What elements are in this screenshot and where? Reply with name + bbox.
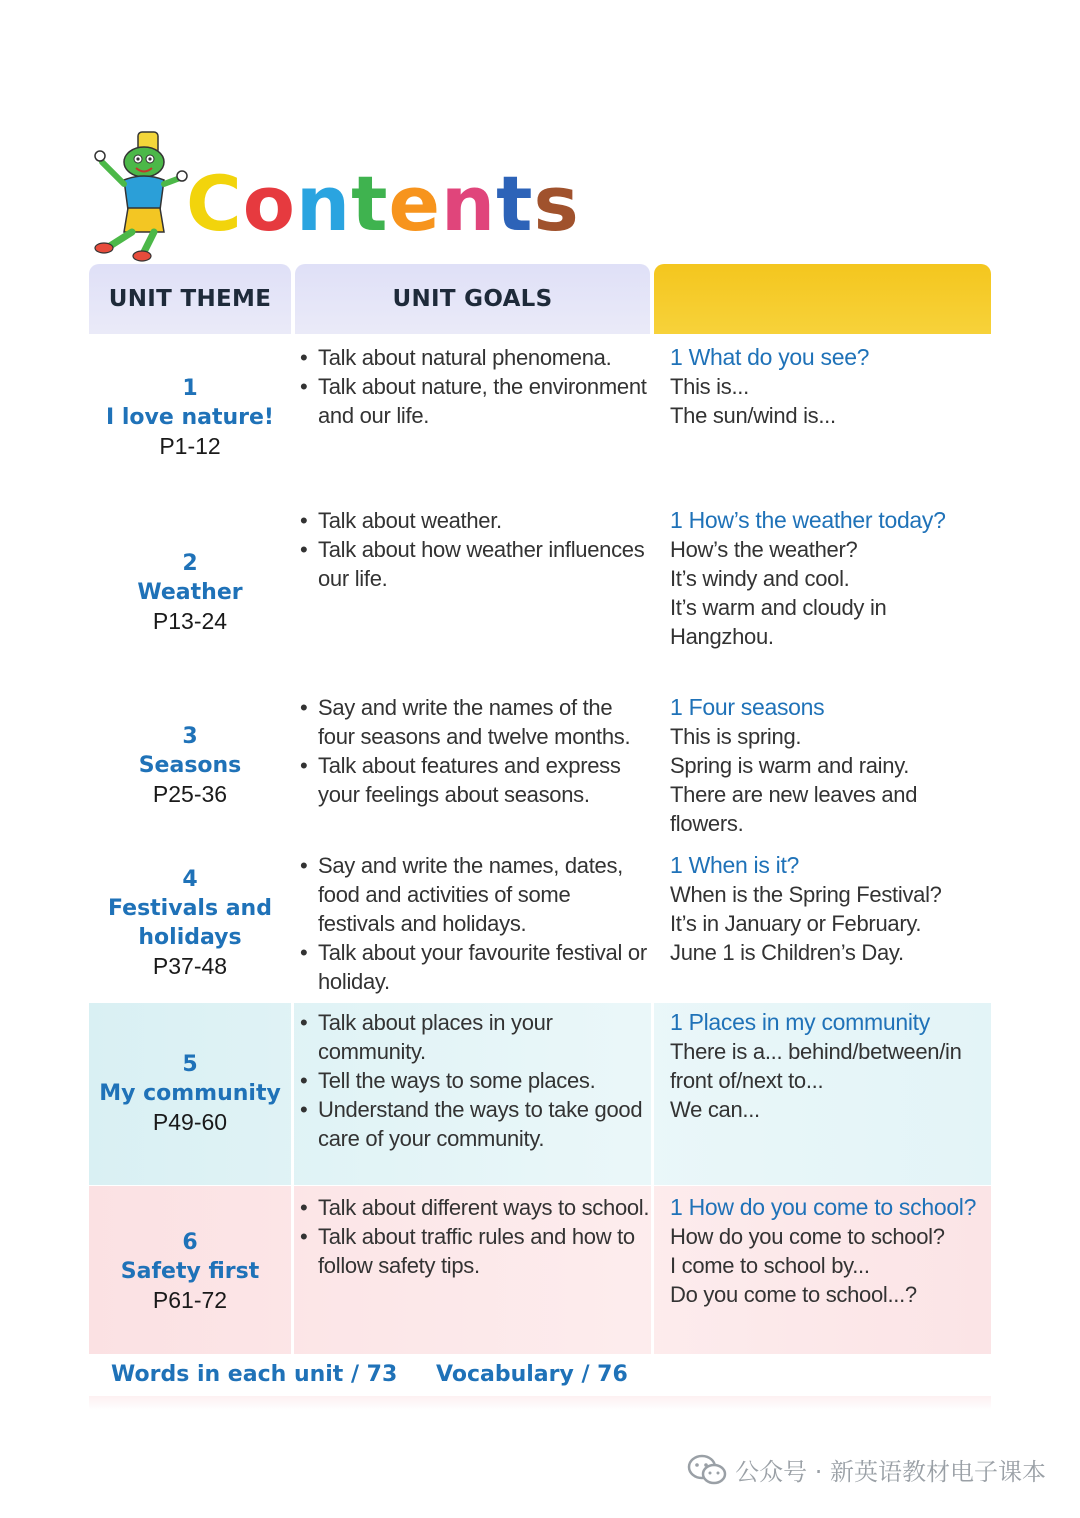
unit-theme-1[interactable] bbox=[89, 374, 291, 461]
unit-number: 3 bbox=[182, 724, 198, 749]
lesson-line: front of/next to... bbox=[670, 1068, 824, 1093]
header-unit-goals: UNIT GOALS bbox=[295, 264, 650, 334]
unit-goals-list bbox=[300, 1193, 650, 1280]
unit-pages: P1-12 bbox=[159, 433, 221, 459]
title-letter: s bbox=[533, 159, 580, 248]
goal-item: • Talk about traffic rules and how to follow safety tips. bbox=[300, 1222, 650, 1280]
goal-item: • Talk about features and express your feelings about seasons. bbox=[300, 751, 650, 809]
unit-pages: P13-24 bbox=[152, 608, 228, 634]
unit-theme-2[interactable] bbox=[89, 549, 291, 636]
footer-vocabulary-link[interactable]: Vocabulary / 76 bbox=[436, 1362, 628, 1387]
title-letter: o bbox=[242, 159, 296, 248]
unit-goals-list bbox=[300, 506, 650, 593]
lesson-line: When is the Spring Festival? bbox=[670, 882, 942, 907]
title-letter: n bbox=[296, 159, 352, 248]
lesson-line: It’s windy and cool. bbox=[670, 566, 850, 591]
unit-number: 1 bbox=[182, 376, 198, 401]
unit-pages: P25-36 bbox=[152, 781, 228, 807]
unit-goals-list bbox=[300, 343, 650, 430]
unit-pages: P61-72 bbox=[152, 1287, 228, 1313]
goal-item: • Talk about your favourite festival or holiday. bbox=[300, 938, 650, 996]
goal-item: • Talk about different ways to school. bbox=[300, 1193, 650, 1222]
goal-item: • Tell the ways to some places. bbox=[300, 1066, 650, 1095]
unit-number: 2 bbox=[182, 551, 198, 576]
title-letter: n bbox=[441, 159, 497, 248]
column-divider bbox=[651, 1003, 654, 1354]
mascot-icon bbox=[88, 128, 188, 263]
lesson-title[interactable]: 1 How’s the weather today? bbox=[670, 507, 946, 533]
unit-theme-6[interactable] bbox=[89, 1228, 291, 1315]
unit-lesson bbox=[670, 1008, 985, 1124]
goal-item: • Talk about weather. bbox=[300, 506, 650, 535]
lesson-line: There are new leaves and bbox=[670, 782, 918, 807]
lesson-line: Do you come to school...? bbox=[670, 1282, 917, 1307]
watermark bbox=[687, 1452, 1046, 1487]
page-title bbox=[186, 159, 580, 248]
unit-number: 5 bbox=[182, 1052, 198, 1077]
footer-fade bbox=[89, 1396, 991, 1410]
unit-theme-4[interactable] bbox=[89, 865, 291, 981]
unit-name: holidays bbox=[138, 925, 242, 950]
lesson-line: We can... bbox=[670, 1097, 760, 1122]
goal-item: • Talk about natural phenomena. bbox=[300, 343, 650, 372]
lesson-line: It’s in January or February. bbox=[670, 911, 922, 936]
goal-item: • Say and write the names, dates, food and activities of some festivals and holidays. bbox=[300, 851, 650, 938]
title-letter: t bbox=[496, 159, 534, 248]
footer-words-link[interactable]: Words in each unit / 73 bbox=[111, 1362, 398, 1387]
lesson-title[interactable]: 1 What do you see? bbox=[670, 344, 870, 370]
title-letter: e bbox=[388, 159, 441, 248]
unit-pages: P37-48 bbox=[152, 953, 228, 979]
lesson-line: How do you come to school? bbox=[670, 1224, 945, 1249]
unit-lesson bbox=[670, 343, 985, 430]
lesson-line: There is a... behind/between/in bbox=[670, 1039, 962, 1064]
lesson-line: The sun/wind is... bbox=[670, 403, 836, 428]
unit-goals-list bbox=[300, 693, 650, 809]
goal-item: • Talk about places in your community. bbox=[300, 1008, 650, 1066]
unit-number: 4 bbox=[182, 867, 198, 892]
header-lessons bbox=[654, 264, 991, 334]
wechat-icon bbox=[687, 1454, 727, 1486]
unit-name: Safety first bbox=[120, 1259, 260, 1284]
goal-item: • Talk about how weather influences our life. bbox=[300, 535, 650, 593]
unit-name: Seasons bbox=[138, 753, 242, 778]
unit-number: 6 bbox=[182, 1230, 198, 1255]
lesson-line: flowers. bbox=[670, 811, 744, 836]
header-unit-theme: UNIT THEME bbox=[89, 264, 291, 334]
goal-item: • Talk about nature, the environment and our life. bbox=[300, 372, 650, 430]
unit-lesson bbox=[670, 506, 985, 651]
lesson-line: June 1 is Children’s Day. bbox=[670, 940, 904, 965]
lesson-line: Hangzhou. bbox=[670, 624, 774, 649]
unit-name: Weather bbox=[137, 580, 243, 605]
lesson-title[interactable]: 1 Places in my community bbox=[670, 1009, 930, 1035]
goal-item: • Say and write the names of the four seasons and twelve months. bbox=[300, 693, 650, 751]
unit-name: Festivals and bbox=[108, 896, 272, 921]
unit-theme-5[interactable] bbox=[89, 1050, 291, 1137]
lesson-line: This is... bbox=[670, 374, 749, 399]
unit-name: I love nature! bbox=[106, 405, 274, 430]
lesson-title[interactable]: 1 Four seasons bbox=[670, 694, 825, 720]
unit-lesson bbox=[670, 1193, 985, 1309]
title-letter: C bbox=[186, 159, 243, 248]
title-letter: t bbox=[351, 159, 389, 248]
unit-goals-list bbox=[300, 1008, 650, 1153]
lesson-line: How’s the weather? bbox=[670, 537, 858, 562]
unit-theme-3[interactable] bbox=[89, 722, 291, 809]
unit-goals-list bbox=[300, 851, 650, 996]
unit-name: My community bbox=[99, 1081, 281, 1106]
column-divider bbox=[291, 1003, 294, 1354]
lesson-line: Spring is warm and rainy. bbox=[670, 753, 910, 778]
lesson-line: I come to school by... bbox=[670, 1253, 870, 1278]
lesson-title[interactable]: 1 How do you come to school? bbox=[670, 1194, 977, 1220]
lesson-line: It’s warm and cloudy in bbox=[670, 595, 887, 620]
watermark-text: 公众号 · 新英语教材电子课本 bbox=[735, 1458, 1046, 1486]
lesson-line: This is spring. bbox=[670, 724, 802, 749]
unit-lesson bbox=[670, 693, 985, 838]
unit-lesson bbox=[670, 851, 985, 967]
lesson-title[interactable]: 1 When is it? bbox=[670, 852, 800, 878]
goal-item: • Understand the ways to take good care of your community. bbox=[300, 1095, 650, 1153]
unit-pages: P49-60 bbox=[152, 1109, 228, 1135]
